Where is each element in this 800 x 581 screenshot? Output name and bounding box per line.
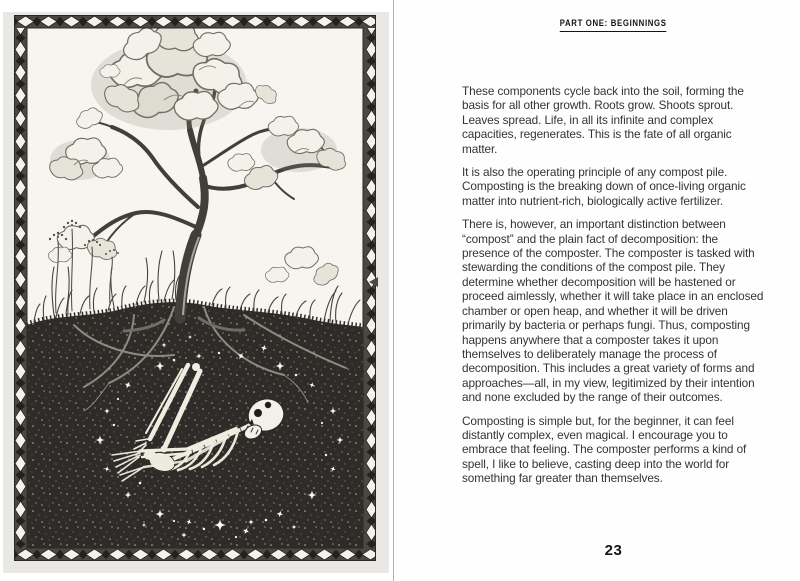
soil-mound <box>27 302 363 548</box>
body-text <box>462 84 765 495</box>
chapter-header <box>462 13 765 32</box>
illustration-svg <box>14 15 376 561</box>
body-paragraph: Composting is simple but, for the beginner, it can feel distantly complex, even magical. I encourage you to embrace that feeling. The composter performs a kind of spell, I like to believe, casting deep into the world for something far greater than themselves. <box>462 413 747 486</box>
right-page <box>393 0 800 581</box>
page-number: 23 <box>604 542 623 559</box>
body-paragraph: There is, however, an important distinction between “compost” and the plain fact of decomposition: the presence of the composter. The composter is tasked with stewarding the conditions of the compost pile. They determine whether decomposition will be hastened or proceed aimlessly, whether it will take place in an enclosed chamber or open heap, and whether it will be driven primarily by bacteria or perhaps fungi. Thus, composting happens anywhere that a composter takes it upon themselves to deliberately manage the process of decomposition. This includes a great variety of forms and approaches—all, in my view, legitimized by their intention and none excluded by the range of their outcomes. <box>462 217 764 405</box>
chapter-header-label: PART ONE: BEGINNINGS <box>560 18 667 32</box>
page-edge-mark <box>369 277 378 287</box>
left-page <box>3 12 389 573</box>
body-paragraph: It is also the operating principle of any compost pile. Composting is the breaking down of once-living organic matter into nutrient-rich, biologically active fertilizer. <box>462 165 746 208</box>
illustration <box>14 15 376 566</box>
body-paragraph: These components cycle back into the soil, forming the basis for all other growth. Roots grow. Shoots sprout. Leaves spread. Life, in all its infinite and complex capacities, regenerates. This is the fate of all organic matter. <box>462 84 744 156</box>
